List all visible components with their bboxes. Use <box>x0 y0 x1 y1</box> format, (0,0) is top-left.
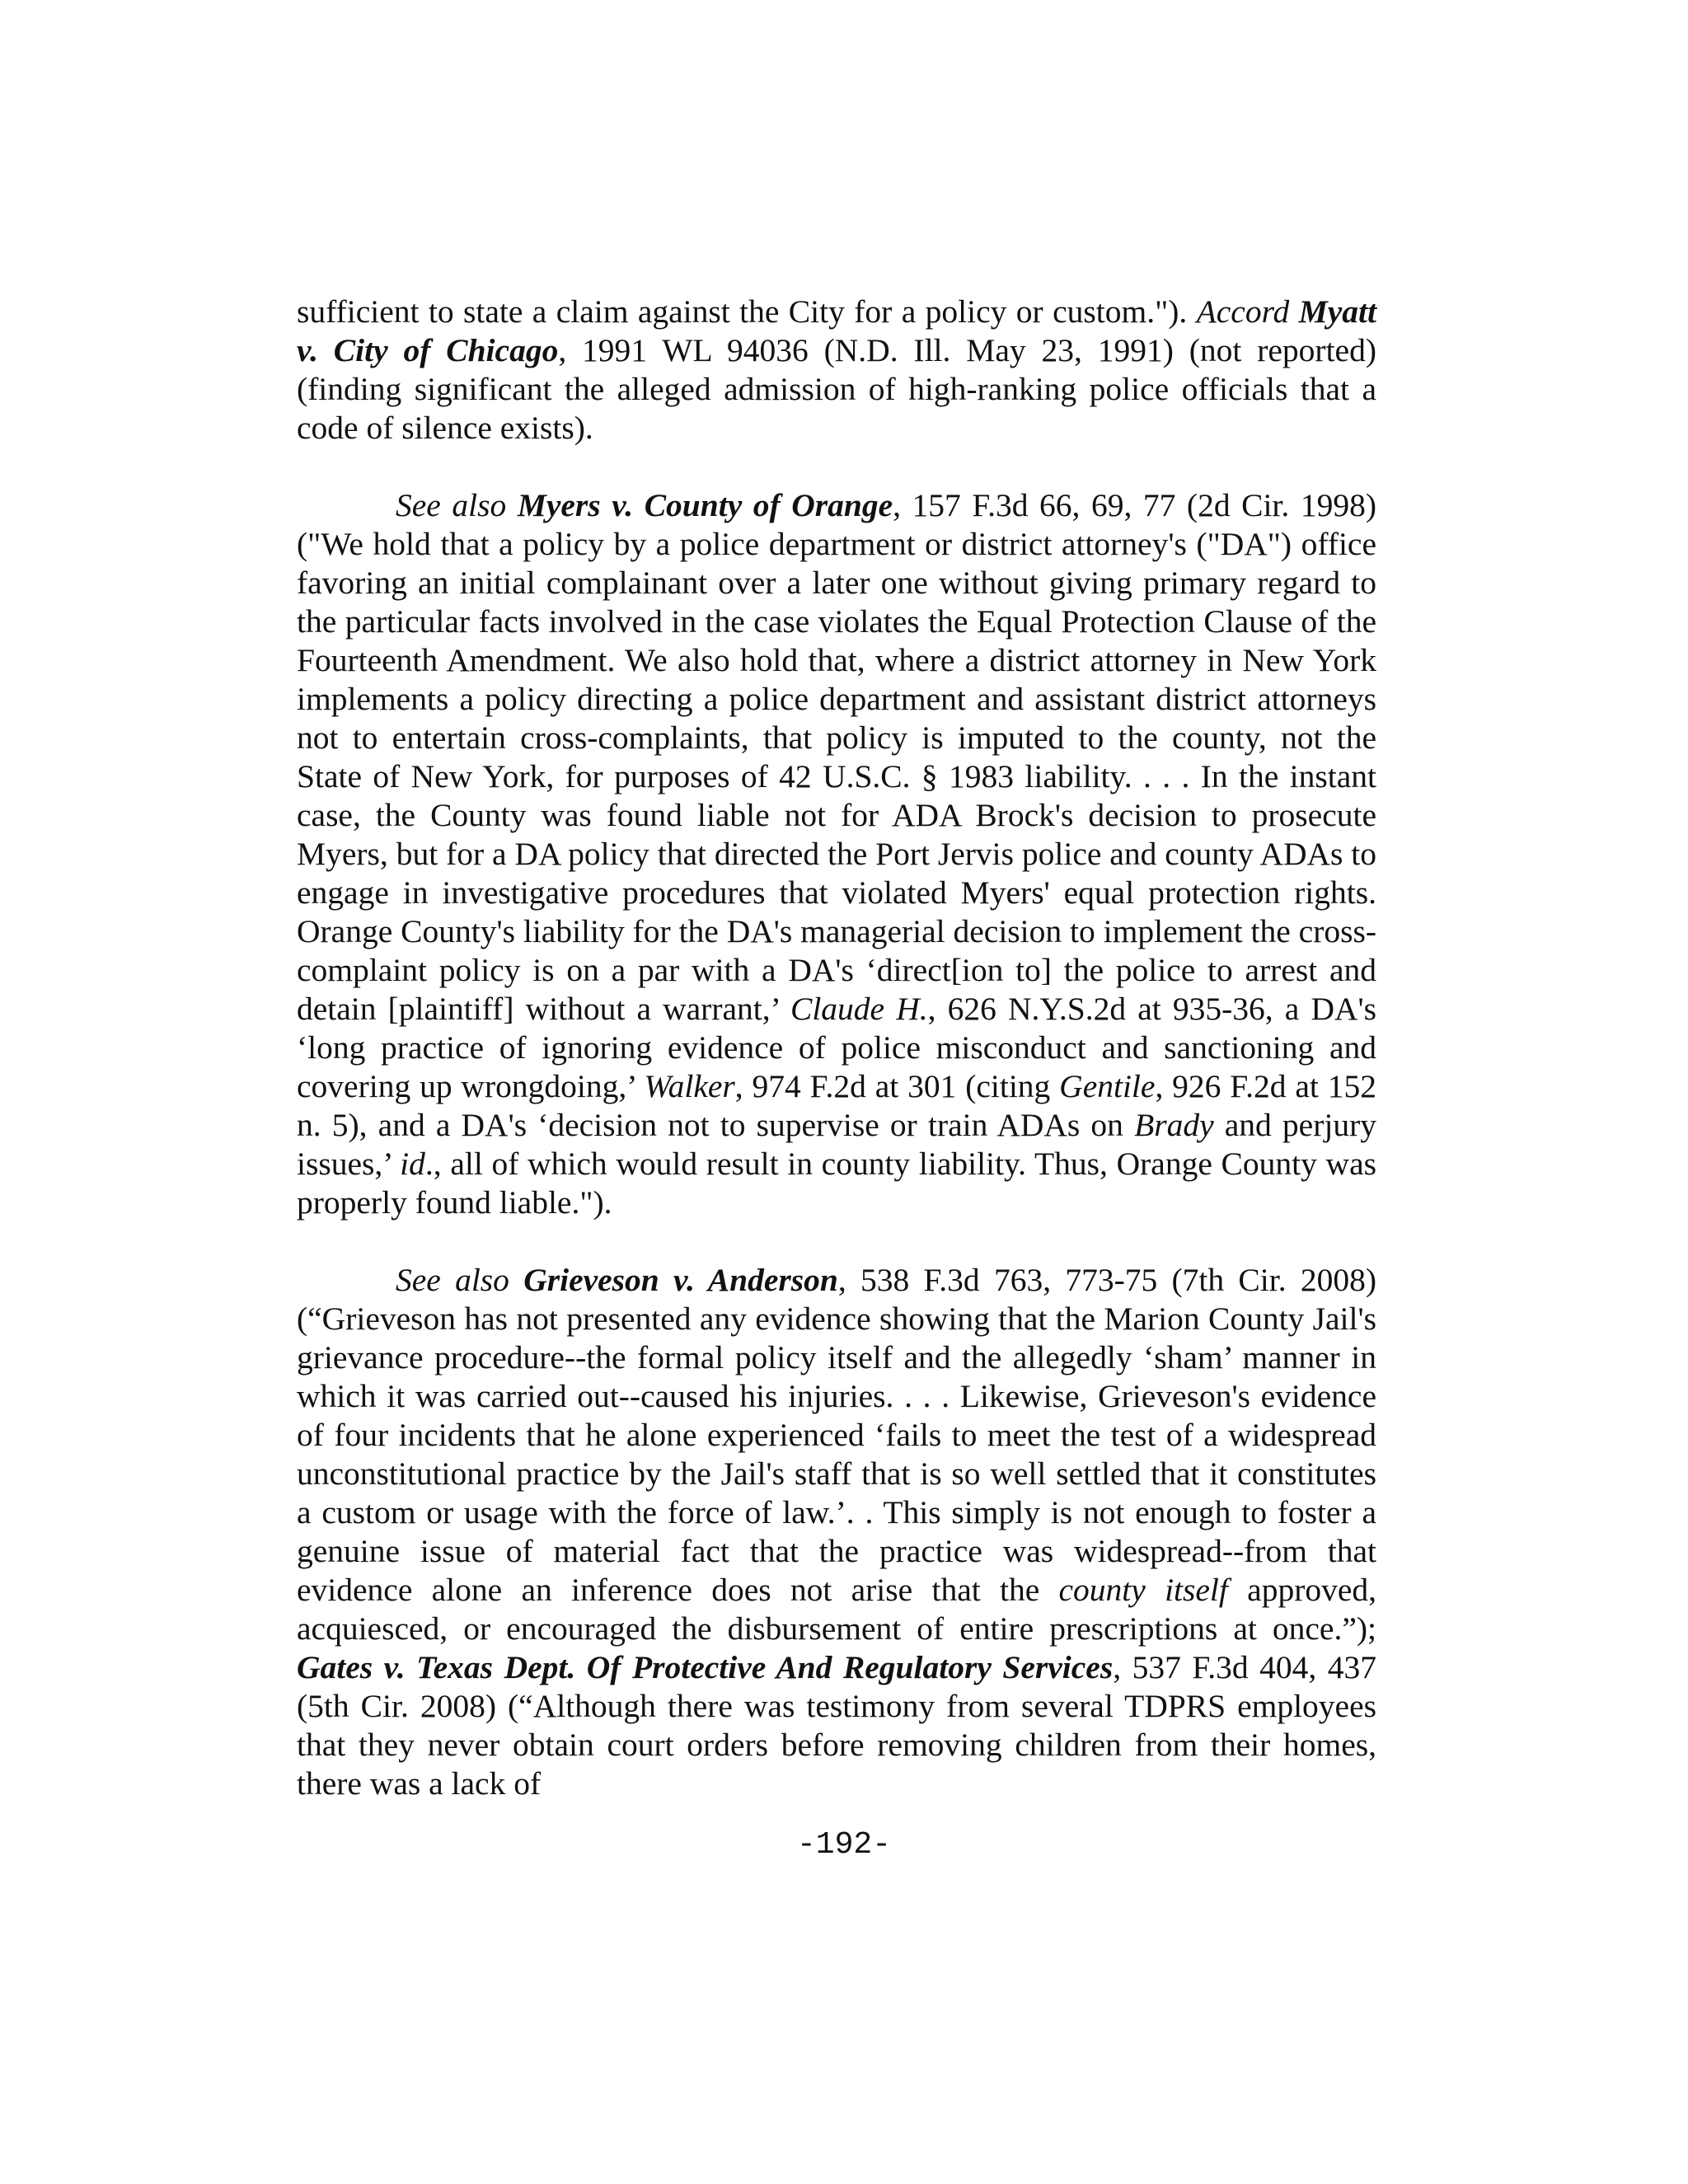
page-number: -192- <box>796 1827 892 1863</box>
text-run: and perjury issues,’ <box>297 1107 1376 1182</box>
document-body <box>297 293 1376 1803</box>
paragraph-myatt-citation <box>297 293 1376 448</box>
case-name-grieveson: Grieveson v. Anderson <box>523 1262 838 1298</box>
case-ref-brady: Brady <box>1134 1107 1214 1143</box>
text-run: , 626 N.Y.S.2d at 935-36, a DA's ‘long practice of ignoring evidence of police misconduct and sanctioning and covering up wrongdoing,’ <box>297 991 1376 1104</box>
case-ref-id: id <box>400 1146 425 1182</box>
signal-accord: Accord <box>1196 293 1290 330</box>
case-name-myers: Myers v. County of Orange <box>517 487 893 523</box>
text-run <box>1289 293 1298 330</box>
text-run: , 1991 WL 94036 (N.D. Ill. May 23, 1991) (not reported) (finding significant the alleged admission of high-ranking police officials that a code of silence exists). <box>297 332 1376 446</box>
text-run: , 157 F.3d 66, 69, 77 (2d Cir. 1998) ("We hold that a policy by a police department or district attorney's ("DA") office favoring an initial complainant over a later one without giving primary regard to the particular facts involved in the case violates the Equal Protection Clause of the Fourteenth Amendment. We also hold that, where a district attorney in New York implements a policy directing a police department and assistant district attorneys not to entertain cross-complaints, that policy is imputed to the county, not the State of New York, for purposes of 42 U.S.C. § 1983 liability. . . . In the instant case, the County was found liable not for ADA Brock's decision to prosecute Myers, but for a DA policy that directed the Port Jervis police and county ADAs to engage in investigative procedures that violated Myers' equal protection rights. Orange County's liability for the DA's managerial decision to implement the cross-complaint policy is on a par with a DA's ‘direct[ion to] the police to arrest and detain [plaintiff] without a warrant,’ <box>297 487 1376 1027</box>
text-run <box>509 1262 523 1298</box>
signal-see-also: See also <box>396 487 507 523</box>
text-run: , 926 F.2d at 152 n. 5), and a DA's ‘decision not to supervise or train ADAs on <box>297 1068 1376 1143</box>
text-run: ., all of which would result in county liability. Thus, Orange County was properly found liable."). <box>297 1146 1376 1221</box>
emphasis-county-itself: county itself <box>1058 1572 1228 1608</box>
case-ref-claude-h: Claude H. <box>790 991 928 1027</box>
text-run: sufficient to state a claim against the City for a policy or custom."). <box>297 293 1197 330</box>
case-ref-walker: Walker <box>644 1068 735 1104</box>
text-run: , 537 F.3d 404, 437 (5th Cir. 2008) (“Although there was testimony from several TDPRS employees that they never obtain court orders before removing children from their homes, there was a lack of <box>297 1649 1377 1802</box>
case-name-gates: Gates v. Texas Dept. Of Protective And Regulatory Services <box>297 1649 1114 1685</box>
case-name-myatt: Myatt v. City of Chicago <box>297 293 1376 368</box>
case-ref-gentile: Gentile <box>1059 1068 1156 1104</box>
text-run: approved, acquiesced, or encouraged the disbursement of entire prescriptions at once.”); <box>297 1572 1377 1647</box>
text-run <box>506 487 518 523</box>
paragraph-myers-citation <box>297 486 1376 1222</box>
signal-see-also: See also <box>396 1262 509 1298</box>
text-run: , 538 F.3d 763, 773-75 (7th Cir. 2008) (“Grieveson has not presented any evidence showing that the Marion County Jail's grievance procedure--the formal policy itself and the allegedly ‘sham’ manner in which it was carried out--caused his injuries. . . . Likewise, Grieveson's evidence of four incidents that he alone experienced ‘fails to meet the test of a widespread unconstitutional practice by the Jail's staff that is so well settled that it constitutes a custom or usage with the force of law.’. . This simply is not enough to foster a genuine issue of material fact that the practice was widespread--from that evidence alone an inference does not arise that the <box>297 1262 1376 1608</box>
text-run: , 974 F.2d at 301 (citing <box>734 1068 1060 1104</box>
paragraph-grieveson-gates-citation <box>297 1261 1376 1803</box>
